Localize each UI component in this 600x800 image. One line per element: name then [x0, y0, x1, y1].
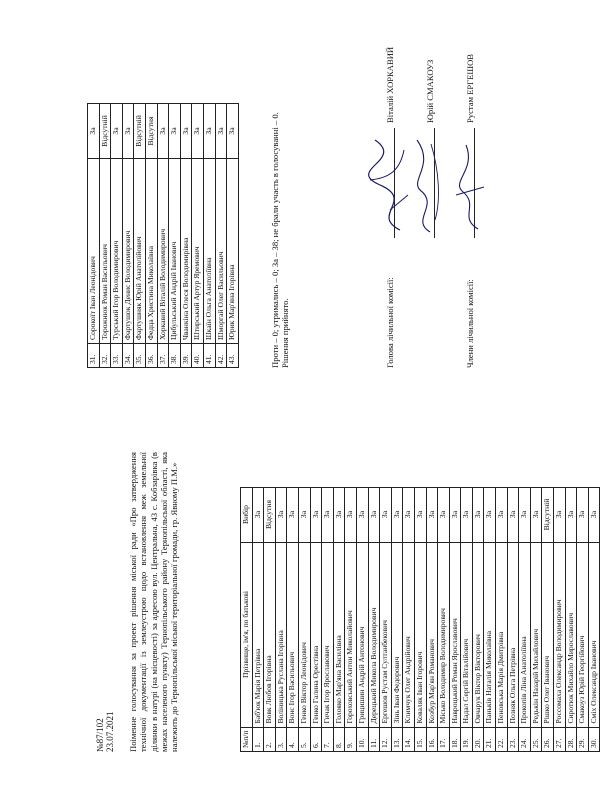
table-row — [588, 487, 600, 751]
member1-name: Юрій СМАКОУЗ — [425, 59, 435, 123]
row-name: Фартушняк Юрій Анатолійович — [134, 159, 146, 344]
row-choice: За — [252, 487, 264, 542]
row-name: Сміх Олександр Іванович — [588, 542, 600, 727]
row-number: 35. — [134, 344, 146, 368]
row-number: 26. — [542, 727, 554, 751]
row-name: Редькін Назарій Михайлович — [530, 542, 542, 727]
row-choice: За — [287, 487, 299, 542]
row-name: Сорокоїт Іван Леонідович — [88, 159, 100, 344]
header-number: №п/п — [241, 727, 253, 751]
row-name: Цибульський Андрій Іванович — [169, 159, 181, 344]
row-choice: За — [310, 487, 322, 542]
row-choice: За — [169, 104, 181, 159]
row-name: Позняк Ольга Петрівна — [507, 542, 519, 727]
row-choice: Відсутній — [542, 487, 554, 542]
row-number: 16. — [426, 727, 438, 751]
table-row — [203, 104, 215, 368]
row-choice: За — [577, 487, 589, 542]
table-row — [530, 487, 542, 751]
row-name: Голояко Мар'яна Василівна — [333, 542, 345, 727]
header-name: Прізвище, ім'я, по батькові — [241, 542, 253, 727]
row-number: 29. — [577, 727, 589, 751]
handwritten-signature-member1 — [405, 130, 445, 240]
row-number: 21. — [484, 727, 496, 751]
header-choice: Вибір — [241, 487, 253, 542]
row-name: Баб'юк Марія Петрівна — [252, 542, 264, 727]
row-number: 32. — [99, 344, 111, 368]
row-number: 27. — [554, 727, 566, 751]
document-date: 23.07.2021 — [105, 711, 115, 752]
row-number: 17. — [438, 727, 450, 751]
row-number: 20. — [472, 727, 484, 751]
table-row — [310, 487, 322, 751]
row-name: Хоркавий Віталій Володимирович — [157, 159, 169, 344]
row-choice: За — [192, 104, 204, 159]
row-name: Овчарук Віктор Вікторович — [472, 542, 484, 727]
row-number: 23. — [507, 727, 519, 751]
row-choice: За — [275, 487, 287, 542]
row-number: 3. — [275, 727, 287, 751]
table-row — [554, 487, 566, 751]
votes-table-part-1 — [240, 487, 600, 752]
row-choice: Відсутня — [264, 487, 276, 542]
row-number: 7. — [322, 727, 334, 751]
row-choice: За — [88, 104, 100, 159]
member-role: Члени лічильної комісії: — [465, 279, 475, 368]
table-row — [484, 487, 496, 751]
row-number: 1. — [252, 727, 264, 751]
row-number: 19. — [461, 727, 473, 751]
table-row — [169, 104, 181, 368]
row-choice: За — [530, 487, 542, 542]
table-row — [449, 487, 461, 751]
row-name: Зінь Іван Федорович — [391, 542, 403, 727]
row-name: Фартушок Денис Володимирович — [122, 159, 134, 344]
table-row — [577, 487, 589, 751]
row-name: Надал Сергій Віталійович — [461, 542, 473, 727]
row-name: Паньків Наталія Миколаївна — [484, 542, 496, 727]
table-row — [180, 104, 192, 368]
row-name: Штирський Артур Яремович — [192, 159, 204, 344]
table-row — [298, 487, 310, 751]
row-number: 5. — [298, 727, 310, 751]
row-name: Воліницька Руслана Ігорівна — [275, 542, 287, 727]
document-number: №87/102 — [95, 718, 105, 752]
row-choice: Відсутній — [134, 104, 146, 159]
row-number: 4. — [287, 727, 299, 751]
row-name: Гороховський Антон Миколайович — [345, 542, 357, 727]
row-name: Чванкіна Олеся Володимирівна — [180, 159, 192, 344]
table-row — [368, 487, 380, 751]
vote-summary: Проти – 0; утримались – 0; За – 38; не брали участь в голосуванні – 0. — [270, 112, 280, 368]
row-name: Козбур Мар'ян Романович — [426, 542, 438, 727]
row-number: 38. — [169, 344, 181, 368]
row-choice: За — [507, 487, 519, 542]
vote-decision: Рішення прийнято. — [280, 298, 291, 368]
row-number: 43. — [227, 344, 239, 368]
row-choice: За — [368, 487, 380, 542]
table-row — [134, 104, 146, 368]
table-row — [287, 487, 299, 751]
row-name: Гичак Ігор Ярославович — [322, 542, 334, 727]
table-row — [88, 104, 100, 368]
table-row — [403, 487, 415, 751]
row-name: Вовк Любов Ігорівна — [264, 542, 276, 727]
table-row — [227, 104, 239, 368]
table-row — [122, 104, 134, 368]
table-header-row — [241, 487, 253, 751]
row-name: Турський Ігор Володимирович — [111, 159, 123, 344]
row-number: 28. — [565, 727, 577, 751]
row-name: Генко Віктор Леонідович — [298, 542, 310, 727]
table-row — [192, 104, 204, 368]
row-name: Місько Володимир Володимирович — [438, 542, 450, 727]
row-number: 2. — [264, 727, 276, 751]
row-number: 10. — [356, 727, 368, 751]
table-row — [461, 487, 473, 751]
row-choice: За — [345, 487, 357, 542]
table-row — [145, 104, 157, 368]
row-number: 13. — [391, 727, 403, 751]
row-choice: Відсутній — [99, 104, 111, 159]
row-number: 25. — [530, 727, 542, 751]
table-row — [157, 104, 169, 368]
table-row — [99, 104, 111, 368]
row-number: 37. — [157, 344, 169, 368]
table-row — [322, 487, 334, 751]
handwritten-signature-member2 — [450, 135, 490, 235]
row-name: Смакоуз Юрій Георгійович — [577, 542, 589, 727]
table-row — [542, 487, 554, 751]
row-number: 14. — [403, 727, 415, 751]
row-choice: За — [519, 487, 531, 542]
member2-name: Рустам ЕРГЕШОВ — [465, 53, 475, 123]
table-row — [414, 487, 426, 751]
row-choice: За — [111, 104, 123, 159]
row-name: Вонс Ігор Васильович — [287, 542, 299, 727]
row-number: 41. — [203, 344, 215, 368]
table-row — [345, 487, 357, 751]
table-row — [380, 487, 392, 751]
row-choice: Відсутня — [145, 104, 157, 159]
row-choice: За — [122, 104, 134, 159]
row-number: 8. — [333, 727, 345, 751]
table-row — [426, 487, 438, 751]
row-choice: За — [426, 487, 438, 542]
row-number: 12. — [380, 727, 392, 751]
votes-table-part-2 — [87, 103, 239, 368]
row-name: Навроцький Роман Ярославович — [449, 542, 461, 727]
table-row — [438, 487, 450, 751]
row-choice: За — [203, 104, 215, 159]
row-name: Грицишин Андрій Антонович — [356, 542, 368, 727]
row-choice: За — [180, 104, 192, 159]
row-number: 15. — [414, 727, 426, 751]
row-number: 36. — [145, 344, 157, 368]
row-choice: За — [449, 487, 461, 542]
table-row — [565, 487, 577, 751]
row-number: 24. — [519, 727, 531, 751]
row-name: Ергешов Рустам Султанбекович — [380, 542, 392, 727]
row-choice: За — [484, 487, 496, 542]
row-choice: За — [588, 487, 600, 542]
row-name: Коваляк Іван Ігорович — [414, 542, 426, 727]
row-name: Юрик Мар'яна Ігорівна — [227, 159, 239, 344]
document-header — [95, 712, 115, 753]
row-choice: За — [565, 487, 577, 542]
row-name: Пеновська Марія Дмитрівна — [496, 542, 508, 727]
chair-role: Голова лічильної комісії: — [385, 277, 395, 368]
table-row — [496, 487, 508, 751]
vote-result — [270, 48, 291, 368]
row-number: 31. — [88, 344, 100, 368]
row-choice: За — [227, 104, 239, 159]
table-row — [333, 487, 345, 751]
row-number: 9. — [345, 727, 357, 751]
row-name: Дерецький Микола Володимирович — [368, 542, 380, 727]
row-name: Россомаха Олександр Володимирович — [554, 542, 566, 727]
table-row — [264, 487, 276, 751]
row-choice: За — [403, 487, 415, 542]
row-choice: За — [215, 104, 227, 159]
row-choice: За — [380, 487, 392, 542]
row-name: Сиротюк Михайло Мирославович — [565, 542, 577, 727]
row-choice: За — [472, 487, 484, 542]
row-name: Климчук Олег Андрійович — [403, 542, 415, 727]
intro-paragraph: Поіменне голосування за проект рішення міської ради «Про затвердження технічної документації із землеустрою щодо встановлення меж земельної ділянки в натурі (на місцевості) за адресою вул. Центральна, 43 с. Кобзарівка (в межах населеного пункту) Тернопільського району Тернопільської області, яка належить до Тернопільської міської територіальної громади, гр. Явному П.М.» — [128, 452, 180, 752]
table-row — [111, 104, 123, 368]
row-name: Рішко Олег Іванович — [542, 542, 554, 727]
row-number: 22. — [496, 727, 508, 751]
row-name: Шкаїн Ольга Анатоліївна — [203, 159, 215, 344]
row-number: 18. — [449, 727, 461, 751]
row-choice: За — [461, 487, 473, 542]
row-choice: За — [322, 487, 334, 542]
row-number: 40. — [192, 344, 204, 368]
row-choice: За — [414, 487, 426, 542]
row-choice: За — [391, 487, 403, 542]
row-number: 34. — [122, 344, 134, 368]
table-row — [472, 487, 484, 751]
row-choice: За — [438, 487, 450, 542]
row-number: 33. — [111, 344, 123, 368]
row-name: Федца Христина Миколаївна — [145, 159, 157, 344]
row-number: 39. — [180, 344, 192, 368]
row-choice: За — [356, 487, 368, 542]
table-row — [519, 487, 531, 751]
row-name: Генко Галина Орестівна — [310, 542, 322, 727]
table-row — [252, 487, 264, 751]
row-choice: За — [298, 487, 310, 542]
row-number: 6. — [310, 727, 322, 751]
table-row — [391, 487, 403, 751]
row-name: Торожнюк Роман Васильович — [99, 159, 111, 344]
row-number: 42. — [215, 344, 227, 368]
row-choice: За — [496, 487, 508, 542]
table-row — [356, 487, 368, 751]
row-number: 11. — [368, 727, 380, 751]
table-row — [215, 104, 227, 368]
row-choice: За — [333, 487, 345, 542]
table-row — [275, 487, 287, 751]
row-name: Шморгай Олег Васильович — [215, 159, 227, 344]
row-choice: За — [157, 104, 169, 159]
row-choice: За — [554, 487, 566, 542]
table-row — [507, 487, 519, 751]
row-name: Прокопів Ліна Анатоліївна — [519, 542, 531, 727]
chair-name: Віталій ХОРКАВИЙ — [385, 46, 395, 123]
row-number: 30. — [588, 727, 600, 751]
